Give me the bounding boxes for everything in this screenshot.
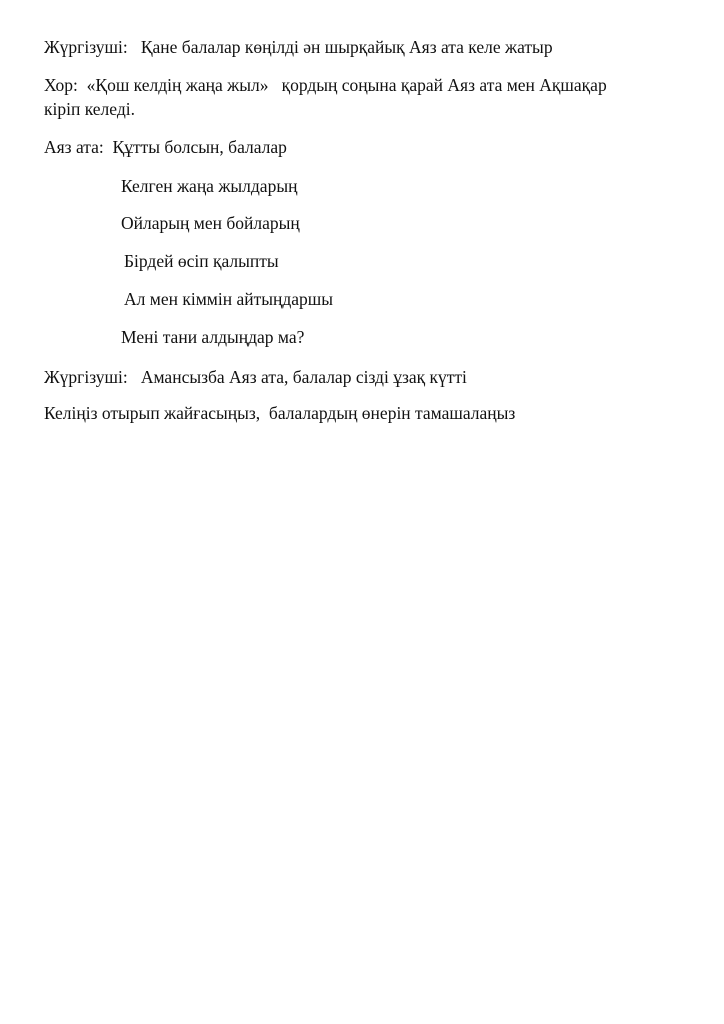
text-line-presenter-intro: Жүргізуші: Қане балалар көңілді ән шырқайық Аяз ата келе жатыр (44, 37, 553, 57)
text-line-invitation: Келіңіз отырып жайғасыңыз, балалардың өнерін тамашалаңыз (44, 403, 516, 423)
text-line-ayaz-ata-greeting: Аяз ата: Құтты болсын, балалар (44, 137, 287, 157)
poem-line-1: Келген жаңа жылдарың (121, 176, 298, 196)
text-line-choir-continued: кіріп келеді. (44, 99, 135, 119)
poem-line-5: Мені тани алдыңдар ма? (121, 327, 305, 347)
poem-line-2: Ойларың мен бойларың (121, 213, 300, 233)
text-line-choir: Хор: «Қош келдің жаңа жыл» қордың соңына қарай Аяз ата мен Ақшақар (44, 75, 607, 95)
text-line-presenter-welcome: Жүргізуші: Амансызба Аяз ата, балалар сізді ұзақ күтті (44, 367, 467, 387)
poem-line-3: Бірдей өсіп қалыпты (124, 251, 279, 271)
poem-line-4: Ал мен кіммін айтыңдаршы (124, 289, 334, 309)
